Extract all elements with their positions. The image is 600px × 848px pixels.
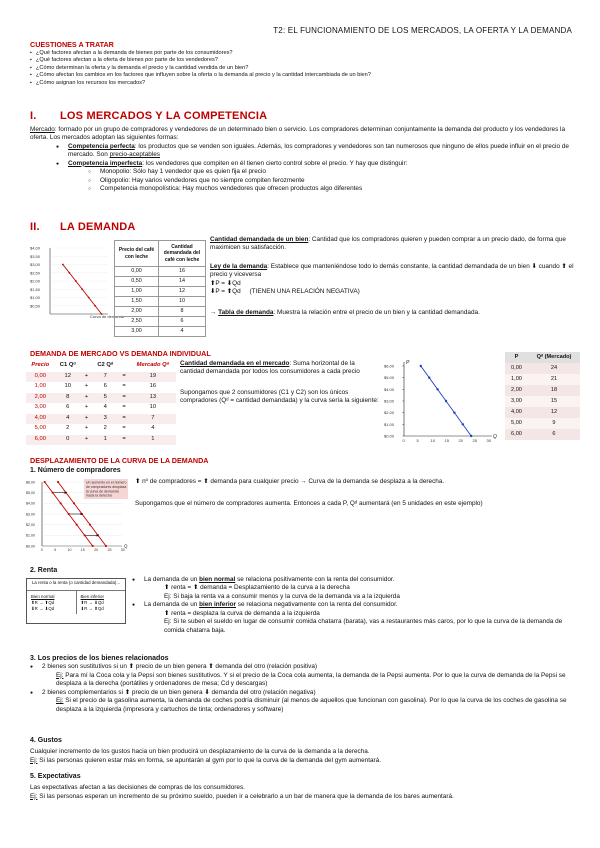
competition-subtype-item: ○ Monopolio: Sólo hay 1 vendedor que es quien fija el precio: [86, 168, 575, 176]
market-y-tick: $2.00: [384, 410, 395, 416]
table-cell: 6: [528, 429, 580, 440]
table-cell: 1: [92, 435, 118, 446]
table-row: [26, 403, 176, 414]
shift-x-tick: 5: [54, 548, 57, 552]
market-y-tick: $1.00: [384, 421, 395, 427]
market-demand-table: [505, 352, 580, 440]
table-cell: 2,00: [505, 385, 528, 396]
table-row: [505, 385, 580, 396]
shift-data-point: [60, 502, 62, 504]
table-row: [505, 363, 580, 374]
table-header-cell: C2 Qᵈ: [97, 362, 114, 369]
table-cell: 1,00: [115, 287, 159, 297]
renta-inferior-label: Bien inferior: [80, 594, 104, 599]
renta-box: [26, 578, 126, 624]
tabla-definition: [210, 309, 575, 317]
mercado-text: : formado por un grupo de compradores y vendedores de un determinado bien o servicio. Los compradores determinan conjuntamente la demanda del producto y los vendedores la oferta. Los mercados adoptan las siguientes formas:: [30, 126, 566, 142]
table-cell: 13: [130, 393, 176, 404]
table-cell: 5,00: [34, 425, 46, 432]
table-cell: 2,00: [26, 393, 55, 404]
shift-section-title: DESPLAZAMIENTO DE LA CURVA DE LA DEMANDA: [30, 456, 209, 465]
gustos-ej-label: Ej:: [30, 756, 38, 764]
shift-legend-line: hacia la derecha: [86, 493, 112, 498]
inferior-line-1: ⬆ renta = desplaza la curva de demanda a la izquierda: [164, 609, 320, 617]
mini-y-tick: $4,00: [30, 245, 41, 251]
gustos-ej-text: Si las personas quieren estar más en forma, se apuntarán al gym por lo que la curva de la demanda del gym aumentará.: [37, 756, 381, 764]
perfecta-text: : los productos que se venden son iguales. Además, los compradores y vendedores son tan numerosos que ninguno de ellos puede influir en el precio de mercado. Son: [68, 142, 569, 159]
shift-data-point: [92, 545, 94, 547]
table-cell: 18: [528, 385, 580, 396]
table-cell: 24: [528, 363, 580, 374]
table-row: [26, 414, 176, 425]
table-cell: =: [118, 393, 129, 404]
table-cell: 7: [130, 414, 176, 425]
table-cell: 21: [528, 374, 580, 385]
market-p-label: P: [406, 360, 410, 366]
market-y-tick: $5.00: [384, 375, 395, 381]
table-cell: 1,50: [115, 297, 159, 307]
mini-y-tick: $3,00: [30, 262, 41, 267]
table-row: [26, 382, 176, 393]
market-q-label: Q: [493, 434, 497, 440]
shift-y-tick: $1,00: [26, 533, 35, 538]
sustitutivos-line: ● 2 bienes son sustitutivos si un ⬆ precio de un bien genera ⬆ demanda del otro (relación positiva): [30, 663, 578, 671]
normal-item: [132, 576, 578, 584]
renta-box-title: La renta o la renta (o cantidad demandada)...: [27, 579, 125, 591]
mercado-term: Mercado: [30, 126, 55, 133]
normal-text: se relaciona positivamente con la renta del consumidor.: [235, 576, 395, 583]
imperfecta-term: Competencia imperfecta: [68, 159, 143, 167]
tabla-text: : Muestra la relación entre el precio de un bien y la cantidad demandada.: [273, 308, 480, 316]
shift-2-title: 2. Renta: [30, 567, 58, 574]
table-row: [26, 372, 176, 383]
shift-y-tick: $6,00: [26, 480, 35, 485]
market-table-header-p: P: [505, 352, 528, 363]
table-row: [505, 418, 580, 429]
expectativas-text: Las expectativas afectan a las decisiones de compras de los consumidores.: [30, 784, 245, 792]
section-2-text: [210, 236, 575, 317]
table-cell: 16: [159, 267, 206, 277]
section-1-number: I.: [30, 110, 37, 122]
table-row: [115, 297, 206, 307]
shift-y-tick: $3,00: [26, 512, 35, 517]
shift-data-point: [68, 513, 70, 515]
market-x-tick: 0: [402, 438, 405, 443]
table-cell: 14: [159, 277, 206, 287]
market-x-tick: 5: [416, 438, 419, 443]
cdm-term: Cantidad demandada en el mercado: [180, 360, 290, 367]
table-row: [505, 429, 580, 440]
relation-2: ⬇P = ⬆Qd (TIENEN UNA RELACIÓN NEGATIVA): [210, 288, 360, 296]
mini-y-tick: $1,00: [30, 295, 41, 300]
demand-table-header-qty: Cantidad demandada del café con leche: [159, 241, 206, 267]
table-row: [115, 307, 206, 317]
market-x-tick: 30: [486, 438, 491, 443]
market-y-tick: $3.00: [384, 398, 395, 404]
table-header-cell: [81, 361, 92, 372]
document-header: T2: EL FUNCIONAMIENTO DE LOS MERCADOS, LA OFERTA Y LA DEMANDA: [273, 26, 572, 35]
shift-4-title: 4. Gustos: [30, 737, 62, 744]
market-data-point: [462, 423, 464, 425]
table-cell: 1,00: [505, 374, 528, 385]
market-data-point: [453, 411, 455, 413]
table-header-cell: [118, 361, 129, 372]
renta-inferior-col: [76, 591, 126, 614]
market-section-title: DEMANDA DE MERCADO VS DEMANDA INDIVIDUAL: [30, 349, 211, 358]
section-1-title: LOS MERCADOS Y LA COMPETENCIA: [60, 110, 268, 122]
market-data-point: [420, 365, 422, 367]
table-cell: 5,00: [505, 418, 528, 429]
table-row: [115, 287, 206, 297]
cdm-definition: [180, 360, 380, 377]
imperfecta-text: : los vendedores que compiten en él tienen cierto control sobre el precio. Y hay que distinguir:: [142, 159, 408, 167]
table-cell: 1,00: [34, 383, 46, 390]
table-cell: 6: [159, 317, 206, 327]
section-2-title: LA DEMANDA: [60, 221, 136, 233]
table-cell: 9: [528, 418, 580, 429]
table-cell: 3: [92, 414, 118, 425]
complementarios-example: [30, 697, 578, 714]
inferior-example: Ej: Si te suben el sueldo en lugar de consumir comida chatarra (barata), vas a restaurantes más caros, por lo que la curva de la demanda de comida chatarra baja.: [164, 618, 563, 634]
cdm-text: : Suma horizontal de la cantidad demandada por todos los consumidores a cada precio: [180, 360, 360, 376]
mini-y-tick: $1,50: [30, 286, 41, 292]
ley-text: : Establece que manteniéndose todo lo demás constante, la cantidad demandada de un bien ⬇ cuando ⬆ el precio y viceversa: [210, 262, 574, 279]
shift-y-tick: $2,00: [26, 522, 35, 527]
table-cell: 8: [55, 393, 81, 404]
inferior-pre: La demanda de un: [144, 601, 200, 609]
table-cell: 10: [64, 383, 71, 390]
table-row: [26, 393, 176, 404]
market-y-tick: $4.00: [384, 386, 395, 392]
cd-definition: [210, 236, 575, 253]
table-cell: 15: [528, 396, 580, 407]
table-cell: 1: [130, 435, 176, 446]
renta-normal-row-1: ⬆R → ⬆Qd: [31, 599, 55, 605]
market-text: [180, 360, 380, 406]
table-row: [505, 396, 580, 407]
table-cell: 19: [130, 372, 176, 383]
table-cell: 4,00: [505, 407, 528, 418]
table-row: [115, 267, 206, 277]
renta-inferior-row-1: ⬆R → ⬇Qd: [80, 599, 104, 605]
table-cell: 7: [92, 372, 118, 383]
imperfecta-item: [56, 160, 575, 168]
question-item: ▪ ¿Cómo asignan los recursos los mercados?: [30, 80, 575, 88]
market-y-tick: $0.00: [384, 433, 395, 439]
table-cell: 3,00: [34, 404, 46, 411]
question-item: ▪ ¿Qué factores afectan a la demanda de bienes por parte de los consumidores?: [30, 50, 575, 58]
mini-y-tick: $3,50: [30, 253, 41, 259]
table-cell: =: [118, 372, 129, 383]
market-table-header-q: Qᵈ (Mercado): [528, 352, 580, 363]
perfecta-item: [56, 143, 575, 160]
table-cell: =: [118, 414, 129, 425]
shift-q-label: Q: [124, 543, 128, 549]
gustos-text: Cualquier incremento de los gustos hacia un bien producirá un desplazamiento de la curva de la demanda a la derecha.: [30, 748, 370, 756]
table-cell: 4: [55, 414, 81, 425]
tabla-term: Tabla de demanda: [218, 308, 274, 316]
table-cell: 2,00: [115, 307, 159, 317]
shift-3-title: 3. Los precios de los bienes relacionados: [30, 655, 169, 662]
table-cell: +: [81, 414, 92, 425]
shift-5-title: 5. Expectativas: [30, 773, 81, 780]
table-row: [115, 327, 206, 337]
shift-3-block: [30, 654, 578, 714]
table-row: [115, 317, 206, 327]
questions-block: [30, 40, 575, 87]
table-cell: 4: [151, 425, 155, 432]
table-cell: 6: [103, 383, 107, 390]
shift-data-point: [57, 481, 59, 483]
competition-subtype-item: ○ Oligopolio: Hay varios vendedores que no siempre compiten ferozmente: [86, 177, 575, 185]
table-header-cell: Precio: [31, 362, 50, 369]
competition-subtype-item: ○ Competencia monopolística: Hay muchos vendedores que ofrecen productos algo diferentes: [86, 185, 575, 193]
demand-table: [114, 240, 206, 337]
perfecta-term: Competencia perfecta: [68, 142, 135, 150]
table-cell: 16: [149, 383, 157, 390]
table-cell: +: [84, 425, 89, 432]
comp-ej-text: Si el precio de la gasolina aumenta, la demanda de coches podría disminuir (al menos de aquellos que funcionan con gasolina). Por lo que la curva de los coches de gasolina se desplaza a la izquierda (impresora y cartuchos de tinta; ordenadores y software): [56, 697, 567, 713]
shift-x-tick: 0: [40, 548, 43, 552]
shift-1-text: [135, 478, 575, 509]
precio-aceptables-term: precio-aceptables: [109, 151, 161, 159]
table-cell: 12: [159, 287, 206, 297]
shift-4-block: [30, 736, 578, 765]
market-data-point: [428, 376, 430, 378]
market-y-tick: $6.00: [384, 363, 395, 369]
shift-1-line: ⬆ nº de compradores = ⬆ demanda para cualquier precio → Curva de la demanda se desplaza a la derecha.: [135, 478, 445, 485]
question-item: ▪ ¿Qué factores afectan a la oferta de bienes por parte de los vendedores?: [30, 57, 575, 65]
table-cell: =: [122, 383, 126, 390]
individual-demand-table: [26, 361, 176, 445]
table-cell: 0,50: [115, 277, 159, 287]
expect-ej-label: Ej:: [30, 792, 38, 800]
renta-normal-label: Bien normal: [31, 594, 55, 599]
table-row: [115, 277, 206, 287]
cd-text: : Cantidad que los compradores quieren y pueden comprar a un precio dado, de forma que maximicen su satisfacción.: [210, 236, 566, 252]
question-item: ▪ ¿Cómo determinan la oferta y la demanda el precio y la cantidad vendida de un bien?: [30, 65, 575, 73]
inferior-item: [132, 601, 578, 609]
market-data-point: [445, 400, 447, 402]
question-item: ▪ ¿Cómo afectan los cambios en los factores que influyen sobre la oferta o la demanda al precio y la cantidad intercambiada de un bien?: [30, 72, 575, 80]
table-cell: +: [84, 404, 89, 411]
table-cell: +: [81, 393, 92, 404]
shift-data-point: [105, 545, 107, 547]
expectativas-example: [30, 793, 578, 801]
section-2-heading: [30, 220, 136, 235]
table-cell: +: [81, 372, 92, 383]
mercado-definition: [30, 126, 575, 143]
shift-demand-chart: [26, 476, 134, 556]
market-x-tick: 20: [458, 438, 463, 443]
table-row: [505, 374, 580, 385]
comp-ej-label: Ej:: [56, 697, 64, 705]
shift-x-tick: 25: [107, 548, 112, 552]
shift-5-block: [30, 772, 578, 801]
table-cell: 12: [55, 372, 81, 383]
expect-ej-text: Si las personas esperan un incremento de su próximo sueldo, pueden ir a celebrarlo a un bar de manera que la demanda de los bares aumentará.: [37, 792, 454, 800]
normal-line-1: ⬆ renta = ⬆ demanda = Desplazamiento de la curva a la derecha: [164, 584, 350, 592]
table-cell: 4,00: [26, 414, 55, 425]
table-cell: 0,00: [26, 372, 55, 383]
shift-y-tick: $5,00: [26, 490, 35, 495]
ley-term: Ley de la demanda: [210, 262, 268, 270]
shift-data-point: [73, 502, 75, 504]
table-cell: 10: [159, 297, 206, 307]
shift-x-tick: 10: [67, 548, 72, 552]
table-row: [505, 407, 580, 418]
shift-data-point: [84, 534, 86, 536]
section-1-body: [30, 126, 575, 194]
market-demand-chart: [382, 356, 500, 448]
market-x-tick: 15: [444, 438, 449, 443]
table-cell: 12: [528, 407, 580, 418]
table-cell: 4: [103, 404, 107, 411]
shift-legend-line: Un aumento en el número: [86, 480, 127, 485]
table-cell: =: [122, 404, 126, 411]
table-cell: +: [81, 435, 92, 446]
shift-x-tick: 15: [80, 548, 85, 552]
shift-x-tick: 30: [120, 548, 125, 552]
market-data-point: [470, 435, 472, 437]
mini-y-tick: $2,00: [30, 278, 41, 284]
shift-data-point: [76, 524, 78, 526]
mini-demand-chart: [28, 242, 125, 330]
cd-term: Cantidad demandada de un bien: [210, 236, 309, 243]
ley-definition: [210, 263, 575, 280]
renta-inferior-row-2: ⬇R → ⬆Qd: [80, 605, 104, 611]
tabla-arrow: →: [210, 308, 219, 316]
demand-table-header-price: Precio del café con leche: [115, 241, 159, 267]
section-1-heading: [30, 109, 267, 124]
market-data-point: [436, 388, 438, 390]
renta-normal-row-2: ⬇R → ⬇Qd: [31, 605, 55, 611]
table-cell: 6,00: [505, 429, 528, 440]
table-cell: =: [118, 435, 129, 446]
shift-legend-line: de compradores desplaza: [86, 484, 127, 489]
table-cell: 2,50: [115, 317, 159, 327]
market-x-tick: 10: [430, 438, 435, 443]
table-cell: 6: [66, 404, 70, 411]
inferior-text: se relaciona negativamente con la renta del consumidor.: [236, 601, 398, 609]
normal-term: bien normal: [199, 576, 236, 583]
sust-ej-label: Ej:: [56, 671, 64, 679]
shift-x-tick: 20: [94, 548, 99, 552]
table-cell: 5: [92, 393, 118, 404]
inferior-term: bien inferior: [199, 601, 237, 609]
table-cell: 3,00: [115, 327, 159, 337]
mini-y-tick: $2,50: [30, 270, 41, 276]
relation-1: ⬆P = ⬇Qd: [210, 279, 241, 287]
renta-normal-col: [27, 591, 76, 614]
table-cell: 0: [55, 435, 81, 446]
gustos-example: [30, 757, 578, 765]
table-cell: 4: [159, 327, 206, 337]
shift-1-explanation: Supongamos que el número de compradores aumenta. Entonces a cada P, Qᵈ aumentará (en 5 unidades en este ejemplo): [135, 500, 483, 508]
table-header-cell: Mercado Qᵈ: [136, 362, 170, 369]
table-cell: 10: [149, 404, 157, 411]
shift-legend-line: la curva de demanda: [86, 489, 119, 494]
shift-y-tick: $0,00: [26, 544, 35, 549]
market-x-tick: 25: [472, 438, 477, 443]
table-cell: 8: [159, 307, 206, 317]
mini-curve-label: Curva de demanda: [90, 314, 125, 319]
supongamos-text: Supongamos que 2 consumidores (C1 y C2) son los únicos compradores (Qᵈ = cantidad demandada) y la curva sería la siguiente:: [180, 388, 379, 405]
competition-subtypes: [86, 168, 575, 193]
shift-y-tick: $4,00: [26, 501, 35, 506]
table-row: [26, 435, 176, 446]
shift-data-point: [89, 524, 91, 526]
complementarios-line: ● 2 bienes complementarios si ⬆ precio de un bien genera ⬇ demanda del otro (relación negativa): [30, 689, 578, 697]
normal-pre: La demanda de un: [144, 576, 200, 583]
table-cell: +: [84, 383, 89, 390]
shift-data-point: [52, 492, 54, 494]
table-header-cell: C1 Qᵈ: [59, 362, 76, 369]
table-cell: 3,00: [505, 396, 528, 407]
table-cell: 2: [66, 425, 70, 432]
table-cell: 6,00: [26, 435, 55, 446]
table-row: [26, 424, 176, 435]
table-cell: 0,00: [115, 267, 159, 277]
table-cell: 2: [103, 425, 107, 432]
shift-1-title: 1. Número de compradores: [30, 467, 121, 474]
renta-text: [132, 576, 578, 635]
sust-ej-text: Para mí la Coca cola y la Pepsi son bienes sustitutivos. Y si el precio de la Coca cola aumenta, la demanda de la Pepsi aumenta. Por lo que la curva de demanda de la Pepsi se desplaza a la derecha (portátiles y ordenadores de mesa; Cd y descargas): [56, 671, 566, 688]
mini-y-tick: $0,50: [30, 303, 41, 309]
sustitutivos-example: [30, 672, 578, 689]
table-cell: 0,00: [505, 363, 528, 374]
table-cell: =: [122, 425, 126, 432]
shift-data-point: [44, 481, 46, 483]
normal-example: Ej: Si baja la renta va a consumir menos y la curva de la demanda va a la izquierda: [164, 592, 400, 600]
questions-list: [30, 50, 575, 88]
questions-title: CUESTIONES A TRATAR: [30, 40, 114, 49]
section-2-number: II.: [30, 221, 40, 233]
